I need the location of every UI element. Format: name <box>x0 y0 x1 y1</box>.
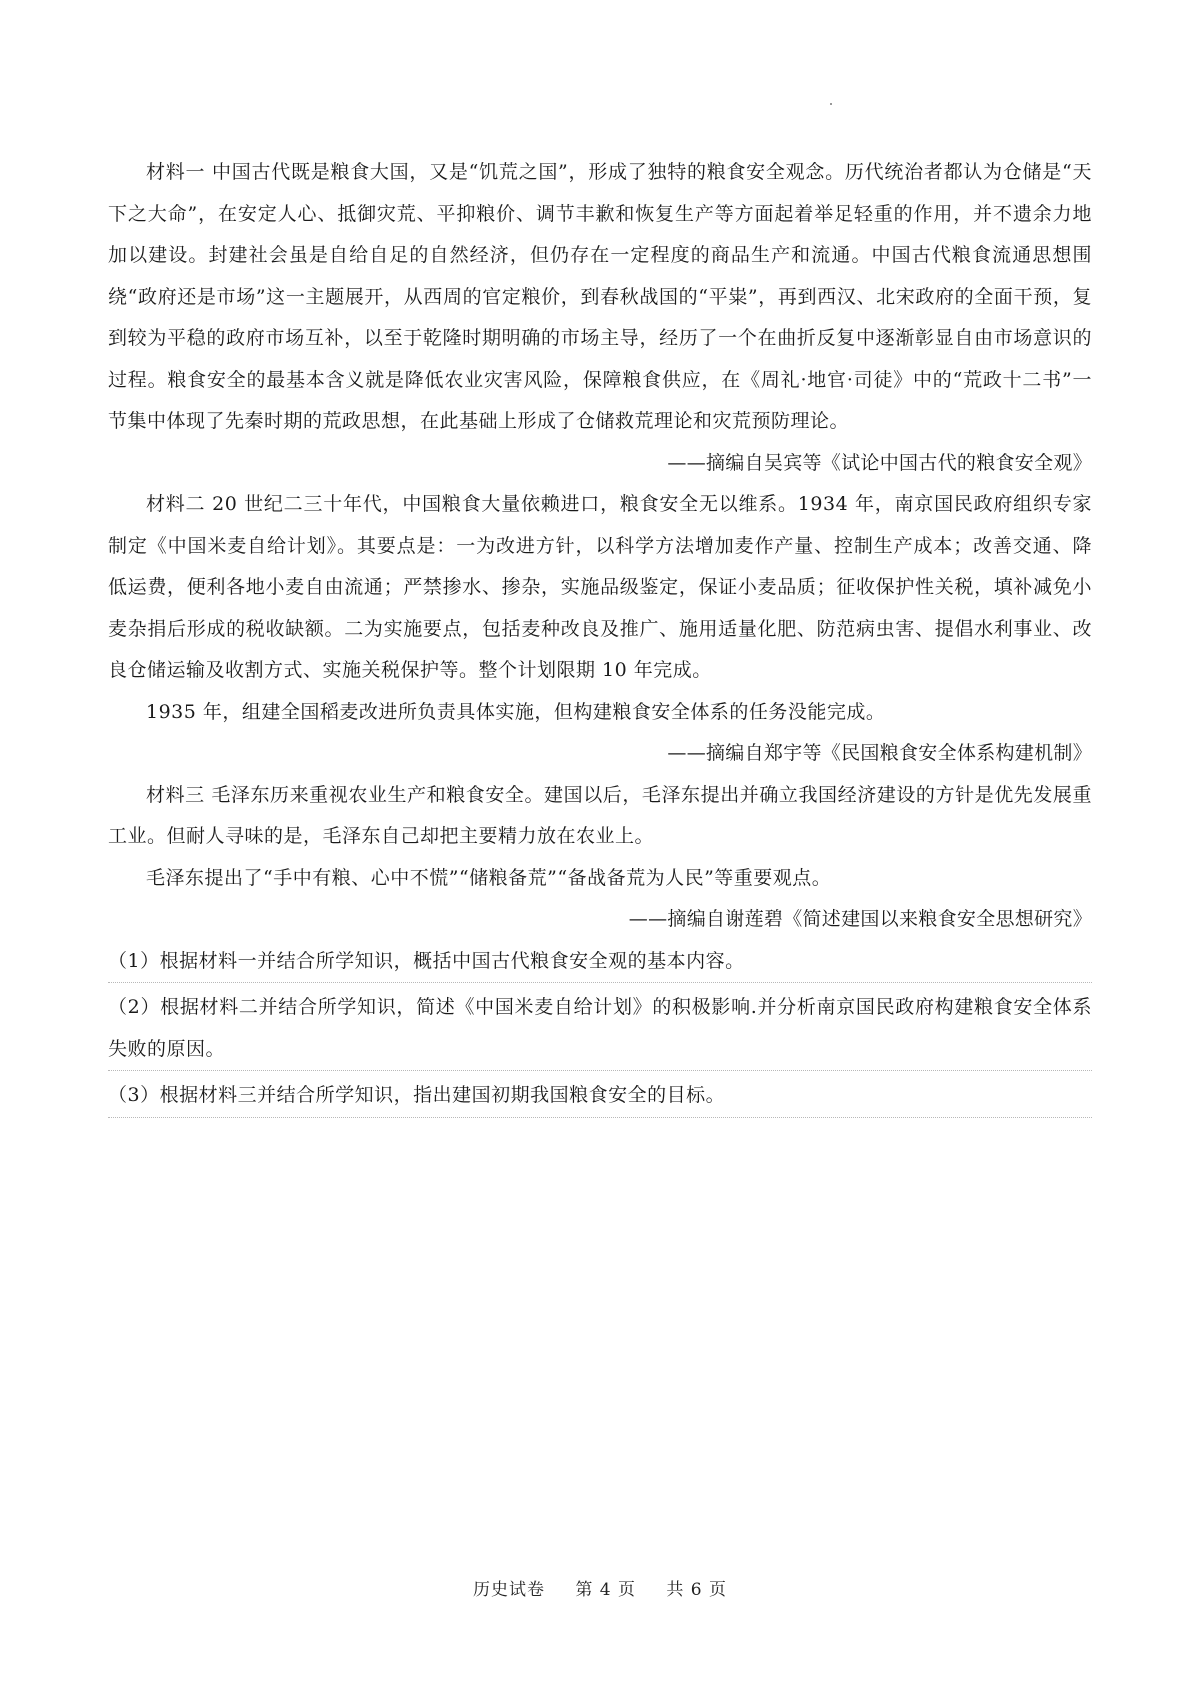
material-1-source: ——摘编自吴宾等《试论中国古代的粮食安全观》 <box>667 451 1092 474</box>
material-3-paragraph-2: 毛泽东提出了“手中有粮、心中不慌”“储粮备荒”“备战备荒为人民”等重要观点。 <box>146 866 832 889</box>
answer-line <box>108 982 1092 983</box>
material-1-paragraph-1: 材料一 中国古代既是粮食大国，又是“饥荒之国”，形成了独特的粮食安全观念。历代统治者都认为仓储是“天下之大命”，在安定人心、抵御灾荒、平抑粮价、调节丰歉和恢复生产等方面起着举足轻重的作用，并不遗余力地加以建设。封建社会虽是自给自足的自然经济，但仍存在一定程度的商品生产和流通。中国古代粮食流通思想围绕“政府还是市场”这一主题展开，从西周的官定粮价，到春秋战国的“平粜”，再到西汉、北宋政府的全面干预，复到较为平稳的政府市场互补，以至于乾隆时期明确的市场主导，经历了一个在曲折反复中逐渐彰显自由市场意识的过程。粮食安全的最基本含义就是降低农业灾害风险，保障粮食供应，在《周礼·地官·司徒》中的“荒政十二书”一节集中体现了先秦时期的荒政思想，在此基础上形成了仓储救荒理论和灾荒预防理论。 <box>108 161 1092 432</box>
material-1 <box>108 152 1092 484</box>
answer-line <box>108 1070 1092 1071</box>
page-footer <box>0 1575 1200 1600</box>
material-2 <box>108 484 1092 775</box>
exam-content <box>108 152 1092 1122</box>
material-3 <box>108 775 1092 941</box>
question-2: （2）根据材料二并结合所学知识，简述《中国米麦自给计划》的积极影响.并分析南京国民政府构建粮食安全体系失败的原因。 <box>108 996 1092 1060</box>
question-3: （3）根据材料三并结合所学知识，指出建国初期我国粮食安全的目标。 <box>108 1084 726 1106</box>
material-2-paragraph-2: 1935 年，组建全国稻麦改进所负责具体实施，但构建粮食安全体系的任务没能完成。 <box>146 700 886 723</box>
footer-total-pages: 共 6 页 <box>666 1580 728 1600</box>
scan-speck <box>830 103 832 105</box>
material-2-paragraph-1: 材料二 20 世纪二三十年代，中国粮食大量依赖进口，粮食安全无以维系。1934 年，南京国民政府组织专家制定《中国米麦自给计划》。其要点是：一为改进方针，以科学方法增加麦作产量、控制生产成本；改善交通、降低运费，便利各地小麦自由流通；严禁掺水、掺杂，实施品级鉴定，保证小麦品质；征收保护性关税，填补减免小麦杂捐后形成的税收缺额。二为实施要点，包括麦种改良及推广、施用适量化肥、防范病虫害、提倡水利事业、改良仓储运输及收割方式、实施关税保护等。整个计划限期 10 年完成。 <box>108 493 1092 681</box>
answer-line <box>108 1117 1092 1118</box>
footer-page-number: 第 4 页 <box>575 1580 636 1600</box>
material-3-paragraph-1: 材料三 毛泽东历来重视农业生产和粮食安全。建国以后，毛泽东提出并确立我国经济建设的方针是优先发展重工业。但耐人寻味的是，毛泽东自己却把主要精力放在农业上。 <box>108 783 1092 847</box>
questions <box>108 941 1092 1118</box>
footer-subject: 历史试卷 <box>472 1580 545 1600</box>
material-3-source: ——摘编自谢莲碧《简述建国以来粮食安全思想研究》 <box>628 908 1092 930</box>
material-2-source: ——摘编自郑宇等《民国粮食安全体系构建机制》 <box>667 742 1092 764</box>
question-1: （1）根据材料一并结合所学知识，概括中国古代粮食安全观的基本内容。 <box>108 949 745 972</box>
